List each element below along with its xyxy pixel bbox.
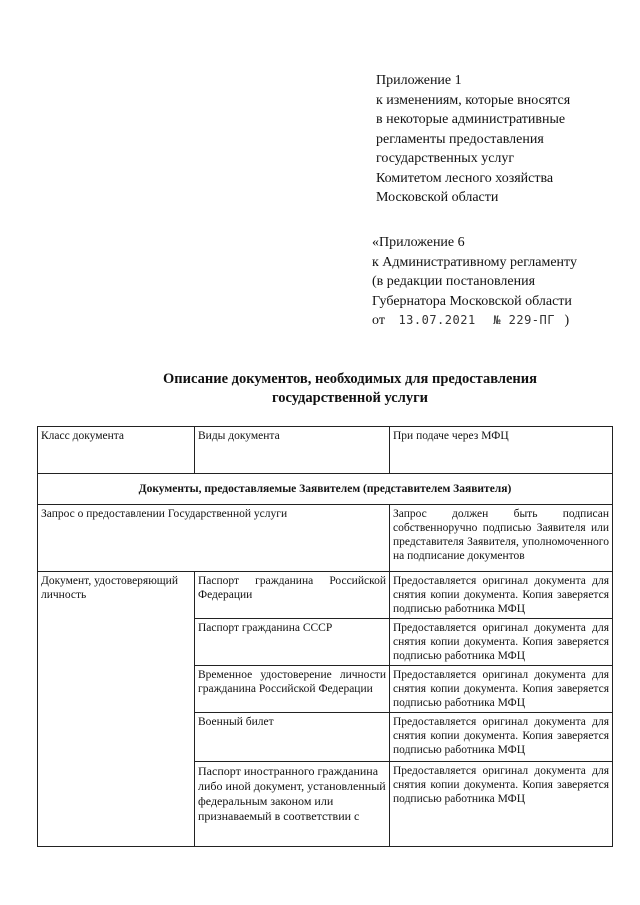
annex6-line: Губернатора Московской области — [372, 293, 572, 309]
date-prefix: от — [372, 313, 385, 328]
identity-mfc: Предоставляется оригинал документа для снятия копии документа. Копия заверяется подписью работника МФЦ — [390, 762, 613, 847]
annex-line: к изменениям, которые вносятся — [376, 92, 571, 108]
request-mfc: Запрос должен быть подписан собственноручно подписью Заявителя или представителя Заявителя, уполномоченного на подписание документов — [390, 505, 613, 572]
section-title: Документы, предоставляемые Заявителем (представителем Заявителя) — [38, 474, 613, 505]
table-header-row — [38, 427, 613, 474]
annex-header — [376, 71, 570, 208]
identity-mfc: Предоставляется оригинал документа для снятия копии документа. Копия заверяется подписью работника МФЦ — [390, 619, 613, 666]
close-paren: ) — [564, 313, 570, 328]
identity-mfc: Предоставляется оригинал документа для снятия копии документа. Копия заверяется подписью работника МФЦ — [390, 572, 613, 619]
annex-line: Комитетом лесного хозяйства — [376, 170, 554, 186]
header-doc-class: Класс документа — [38, 427, 195, 474]
decree-number: № 229-ПГ — [493, 313, 555, 327]
annex-line: государственных услуг — [376, 151, 515, 166]
annex-line: Приложение 1 — [376, 73, 462, 88]
table-row — [38, 572, 613, 619]
identity-kind: Паспорт иностранного гражданина либо иной документ, установленный федеральным законом или признаваемый в соответствии с — [195, 762, 390, 847]
annex-line: в некоторые административные — [376, 112, 566, 127]
annex-line: регламенты предоставления — [376, 131, 544, 147]
title-line-1: Описание документов, необходимых для предоставления — [163, 371, 537, 387]
annex-line: Московской области — [376, 190, 499, 205]
header-mfc: При подаче через МФЦ — [390, 427, 613, 474]
date-value: 13.07.2021 — [398, 313, 476, 327]
identity-mfc: Предоставляется оригинал документа для снятия копии документа. Копия заверяется подписью работника МФЦ — [390, 713, 613, 762]
header-doc-kind: Виды документа — [195, 427, 390, 474]
identity-mfc: Предоставляется оригинал документа для снятия копии документа. Копия заверяется подписью работника МФЦ — [390, 666, 613, 713]
request-class: Запрос о предоставлении Государственной услуги — [38, 505, 390, 572]
annex6-line: «Приложение 6 — [372, 235, 465, 250]
page-title — [80, 370, 620, 408]
section-row — [38, 474, 613, 505]
table-row — [38, 505, 613, 572]
documents-table — [37, 426, 613, 847]
identity-kind: Паспорт гражданина Российской Федерации — [195, 572, 390, 619]
identity-kind: Военный билет — [195, 713, 390, 762]
annex6-header — [372, 233, 577, 331]
identity-kind: Паспорт гражданина СССР — [195, 619, 390, 666]
annex6-line: к Административному регламенту — [372, 254, 577, 270]
annex6-date-line — [372, 311, 577, 331]
identity-kind: Временное удостоверение личности гражданина Российской Федерации — [195, 666, 390, 713]
annex6-line: (в редакции постановления — [372, 274, 536, 289]
identity-class: Документ, удостоверяющий личность — [38, 572, 195, 847]
title-line-2: государственной услуги — [271, 390, 429, 406]
